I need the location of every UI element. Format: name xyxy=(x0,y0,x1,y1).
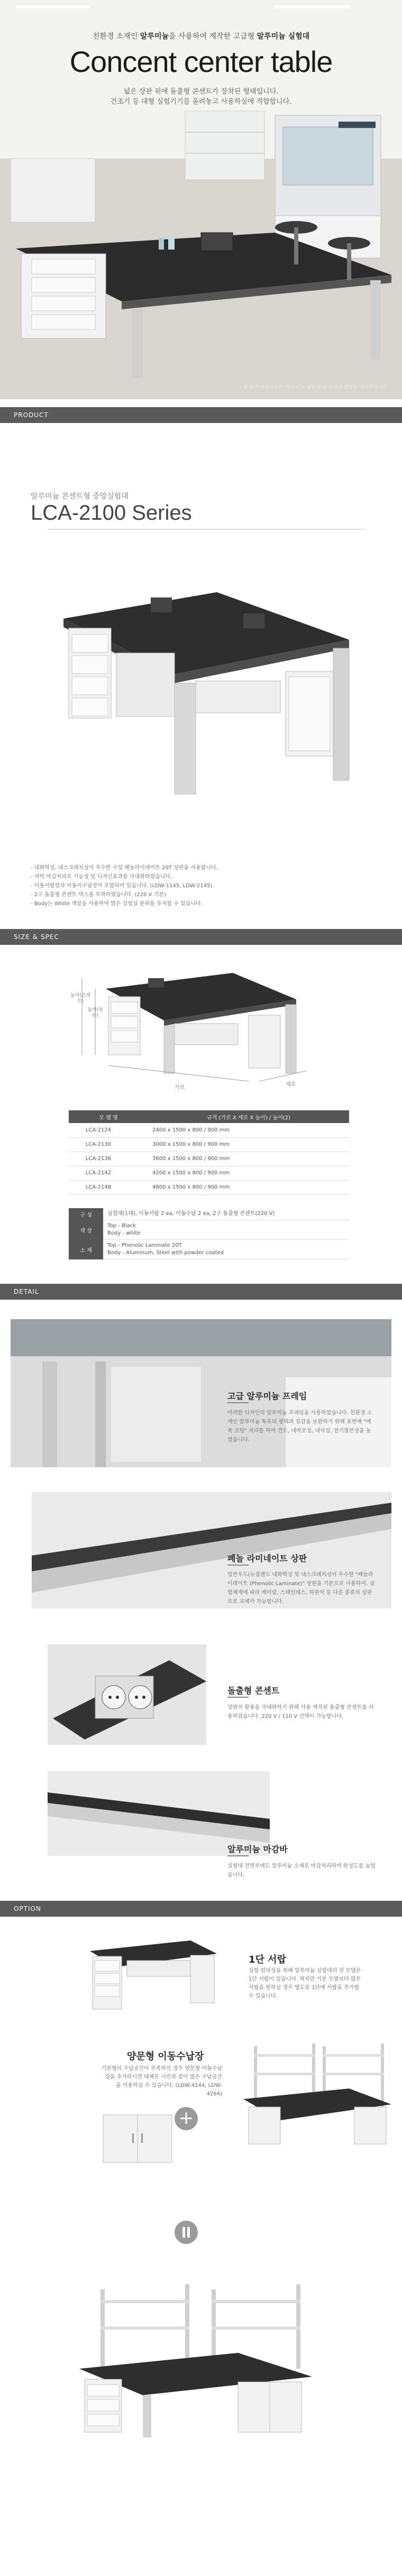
option-shelf-bench-image xyxy=(243,2041,391,2147)
hero-intro-d: 알루미늄 실험대 xyxy=(257,32,310,41)
cell-size: 4200 x 1500 x 800 / 900 mm xyxy=(148,1166,349,1180)
section-title-option: OPTION xyxy=(14,1905,41,1912)
hero-intro-a: 친환경 소재인 xyxy=(92,32,140,41)
table-row xyxy=(69,1240,349,1259)
option-cabinet-image xyxy=(100,2110,175,2168)
table-row xyxy=(69,1123,349,1137)
dimension-drawing xyxy=(74,968,328,1089)
table-row xyxy=(69,1152,349,1166)
hero-intro-line xyxy=(0,31,402,41)
product-title-divider xyxy=(48,529,365,530)
option-text-cabinet: 기본형의 수납공간이 부족하신 경우 양문형 이동수납장을 추가하시면 대체로 시민과 같이 많은 수납공간을 이용하실 수 있습니다. (LDW-4144, LDW-4264) xyxy=(101,2066,222,2097)
cell-size: 3000 x 1500 x 800 / 900 mm xyxy=(148,1137,349,1152)
hero-intro-b: 알루미늄 xyxy=(140,32,169,41)
table-row xyxy=(69,1137,349,1152)
spec-detail-table xyxy=(69,1208,349,1259)
option-title-cabinet: 양문형 이동수납장 xyxy=(127,2051,204,2062)
detail-frame-photo xyxy=(11,1319,391,1467)
hero-description xyxy=(0,87,402,107)
hero-photo-note: ※ 상기 연출사진은 "알루미늄 실험대"를 모델로 촬영한 이미지입니다. xyxy=(243,385,388,390)
color-value-body: Body - white xyxy=(107,1230,141,1236)
product-desc-line: - 저탁 마감처리로 기능성 및 디자인효과를 극대화하였습니다. xyxy=(31,874,172,880)
hero-banner xyxy=(0,0,402,399)
detail-title-underline xyxy=(227,1565,249,1566)
detail-title-underline xyxy=(227,1402,249,1403)
dim-label-height-top: 높이(상판) xyxy=(87,1007,103,1018)
detail-title-underline xyxy=(227,1697,249,1698)
color-value xyxy=(103,1220,349,1240)
composition-label: 구 성 xyxy=(69,1208,103,1220)
product-title: LCA-2100 Series xyxy=(31,501,192,525)
detail-title-concent: 돌출형 콘센트 xyxy=(227,1686,280,1696)
cell-model: LCA-2130 xyxy=(69,1137,148,1152)
color-value-top: Top - Black xyxy=(107,1223,136,1229)
product-desc-line: - 이동서랍장과 이동식수납장이 포함되어 있습니다. (LDW-1145, LDW-2145) xyxy=(31,883,213,889)
table-row xyxy=(69,1180,349,1194)
cell-model: LCA-2136 xyxy=(69,1152,148,1166)
color-label: 색 상 xyxy=(69,1220,103,1240)
option-title-drawer: 1단 서랍 xyxy=(249,1954,286,1965)
equals-icon xyxy=(175,2221,198,2244)
dim-label-depth: 세로 xyxy=(286,1082,296,1088)
option-combined-bench-image xyxy=(79,2284,317,2437)
section-title-product: PRODUCT xyxy=(14,411,49,419)
material-value xyxy=(103,1240,349,1259)
detail-text-finishbar: 실험대 전면부에도 알루미늄 소재로 마감처리하여 완성도를 높였습니다. xyxy=(227,1863,376,1878)
spec-table-header xyxy=(69,1110,349,1123)
table-row xyxy=(69,1208,349,1220)
product-bench-image xyxy=(42,560,365,835)
section-bar-product xyxy=(0,407,402,423)
dim-label-height-concent: 높이(콘센트) xyxy=(70,993,91,1004)
col-model-header: 모 델 명 xyxy=(69,1110,148,1123)
cell-model: LCA-2124 xyxy=(69,1123,148,1137)
cell-size: 2400 x 1500 x 800 / 900 mm xyxy=(148,1123,349,1137)
material-value-top: Top - Phenolic Laminate 20T xyxy=(107,1243,182,1248)
material-label: 소 재 xyxy=(69,1240,103,1259)
cell-size: 3600 x 1500 x 800 / 900 mm xyxy=(148,1152,349,1166)
col-size-header: 규격 (가로 X 세로 X 높이) / 높이(2) xyxy=(148,1110,349,1123)
option-text-drawer: 실험 편의성을 위해 알루미늄 실험대의 전 모델은 1단 서랍이 있습니다. 하지만 기본 모델보다 많은 서랍을 원하실 경우 별도로 1단에 서랍을 추가할 수 있습니다. xyxy=(249,1968,361,1999)
cell-size: 4800 x 1500 x 800 / 900 mm xyxy=(148,1180,349,1194)
section-bar-option xyxy=(0,1901,402,1917)
product-subtitle: 알루미늄 콘센트형 중앙실험대 xyxy=(31,492,129,501)
hero-desc-line1: 넓은 상판 위에 돌출형 콘센트가 장착된 형태입니다. xyxy=(123,88,279,96)
hero-intro-c: 을 사용하여 제작한 고급형 xyxy=(169,32,257,41)
detail-title-top: 페놀 라미네이트 상판 xyxy=(227,1553,307,1563)
hero-desc-line2: 건조기 등 대형 실험기기를 올려놓고 사용하실에 적합합니다. xyxy=(110,98,292,106)
dim-label-width: 가로 xyxy=(175,1085,185,1091)
product-desc-line: - 내화학성, 내스크래치성이 우수한 수입 페놀라이레이트 20T 상판을 사용합니다. xyxy=(31,865,218,871)
detail-concent-photo xyxy=(48,1644,206,1745)
material-value-body: Body - Aluminum, Steel with powder coated xyxy=(107,1250,224,1256)
section-title-detail: DETAIL xyxy=(14,1288,39,1295)
section-title-size-spec: SIZE & SPEC xyxy=(14,933,59,941)
detail-title-finishbar: 알루미늄 마감바 xyxy=(227,1844,288,1854)
option-drawer-image xyxy=(85,1935,222,2014)
product-desc-line: - 2구 돌출형 콘센트 박스를 부착하였습니다. (220 V 기본) xyxy=(31,892,166,898)
composition-value: 실험대(1대), 이동서랍 2 ea, 이동수납 2 ea, 2구 돌출형 콘센트(220 V) xyxy=(103,1208,349,1220)
section-bar-size-spec xyxy=(0,929,402,945)
cell-model: LCA-2148 xyxy=(69,1180,148,1194)
section-bar-detail xyxy=(0,1284,402,1300)
detail-text-frame: 미려한 디자인의 알루미늄 프레임을 사용하였습니다. 친환경 소재인 알루미늄 특유의 광택과 질감을 보완하기 위해 표면에 "에폭 코팅" 처리를 하여 견도, 내마모성, 내식성, 전기절연성을 높였습니다. xyxy=(227,1410,372,1443)
hero-title: Concent center table xyxy=(69,45,333,78)
table-row xyxy=(69,1220,349,1240)
detail-title-frame: 고급 알루미늄 프레임 xyxy=(227,1391,307,1401)
detail-text-top: 일반우드(뉴질랜드 내화학성 및 내스크래치성이 우수한 "페놀라이레이트 (Phenolic Laminate)" 상판을 기본으로 사용하여, 실험체계에 따라 케미칼, 스테인레스, 하판석 등 다른 종류의 상판으로 교체가 가능합니다. xyxy=(227,1572,375,1605)
product-desc-line: - Body는 White 색상을 사용하여 밝은 실험실 분위를 유지할 수 있습니다. xyxy=(31,901,203,907)
cell-model: LCA-2142 xyxy=(69,1166,148,1180)
product-description xyxy=(31,863,218,908)
detail-text-concent: 상판의 활용을 극대화하기 위해 사용 제작된 돌출형 콘센트를 사용하였습니다. 220 V / 110 V 선택이 가능합니다. xyxy=(227,1705,374,1719)
detail-title-underline xyxy=(227,1855,249,1856)
spec-table xyxy=(69,1110,349,1195)
plus-icon: + xyxy=(175,2107,198,2130)
table-row xyxy=(69,1166,349,1180)
